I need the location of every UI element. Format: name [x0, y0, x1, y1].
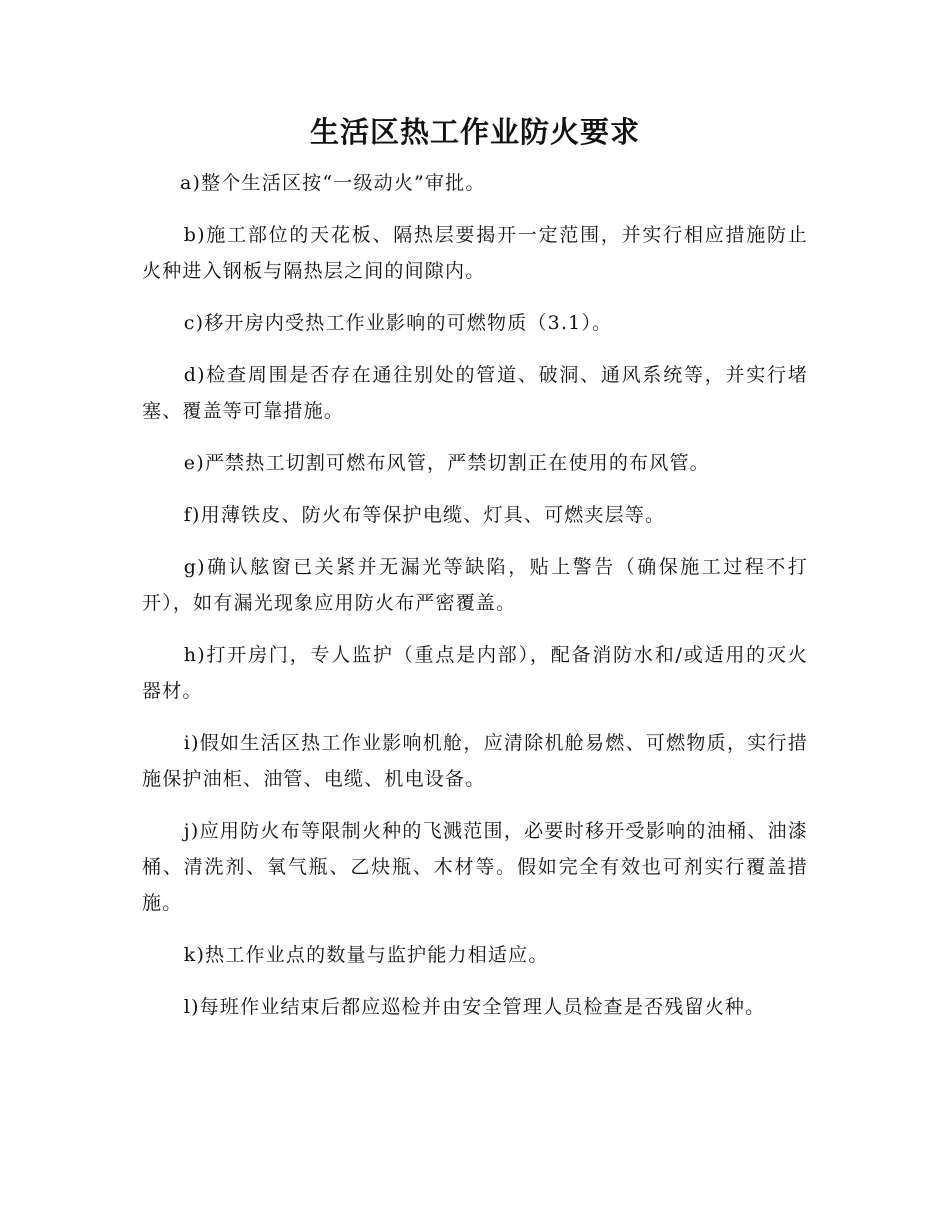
paragraph-k: k)热工作业点的数量与监护能力相适应。 — [183, 944, 549, 966]
paragraph-g: g)确认舷窗已关紧并无漏光等缺陷，贴上警告（确保施工过程不打开），如有漏光现象应用防火布严密覆盖。 — [142, 556, 808, 614]
paragraph-f: f)用薄铁皮、防火布等保护电缆、灯具、可燃夹层等。 — [183, 504, 666, 526]
document-body — [142, 165, 808, 1041]
paragraph-a: a)整个生活区按“一级动火”审批。 — [180, 172, 486, 194]
paragraph-i: i)假如生活区热工作业影响机舱，应清除机舱易燃、可燃物质，实行措施保护油柜、油管、电缆、机电设备。 — [142, 732, 808, 790]
paragraph-e: e)严禁热工切割可燃布风管，严禁切割正在使用的布风管。 — [183, 452, 710, 474]
paragraph-b: b)施工部位的天花板、隔热层要揭开一定范围，并实行相应措施防止火种进入钢板与隔热层之间的间隙内。 — [142, 224, 808, 282]
paragraph-l: l)每班作业结束后都应巡检并由安全管理人员检查是否残留火种。 — [183, 996, 766, 1018]
document-title: 生活区热工作业防火要求 — [309, 115, 640, 149]
paragraph-c: c)移开房内受热工作业影响的可燃物质（3.1）。 — [183, 312, 613, 334]
paragraph-h: h)打开房门，专人监护（重点是内部），配备消防水和/或适用的灭火器材。 — [142, 644, 808, 702]
paragraph-d: d)检查周围是否存在通往别处的管道、破洞、通风系统等，并实行堵塞、覆盖等可靠措施。 — [142, 364, 808, 422]
paragraph-j: j)应用防火布等限制火种的飞溅范围，必要时移开受影响的油桶、油漆桶、清洗剂、氧气瓶、乙炔瓶、木材等。假如完全有效也可剂实行覆盖措施。 — [142, 820, 808, 914]
